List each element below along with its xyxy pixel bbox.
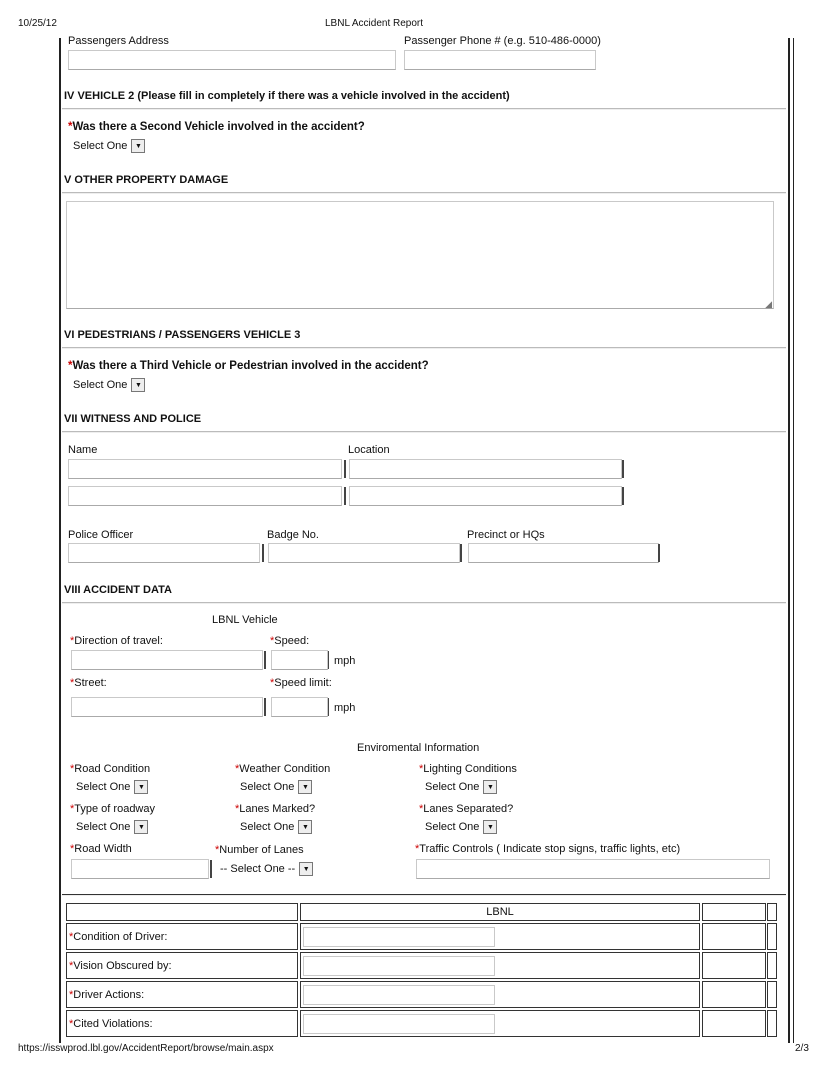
- table-cell-extra: [702, 923, 766, 950]
- separator: [264, 698, 266, 716]
- speed-label: [270, 635, 309, 647]
- required-mark: *: [235, 763, 240, 775]
- lbnl-vehicle-heading: LBNL Vehicle: [212, 614, 278, 626]
- table-cell-lbnl: [300, 923, 700, 950]
- select-value: Select One: [73, 379, 128, 391]
- print-date: 10/25/12: [18, 18, 57, 29]
- separator: [460, 544, 462, 562]
- third-vehicle-select[interactable]: [70, 376, 145, 394]
- separator: [264, 651, 266, 669]
- required-mark: *: [70, 763, 75, 775]
- divider: [62, 347, 786, 349]
- required-mark: *: [69, 931, 74, 943]
- table-row: [66, 981, 298, 1008]
- table-header-blank: [66, 903, 298, 921]
- table-row-label: [69, 1018, 153, 1030]
- table-cell-edge: [767, 923, 777, 950]
- frame-left: [59, 38, 61, 1043]
- table-cell-edge: [767, 1010, 777, 1037]
- table-header-edge: [767, 903, 777, 921]
- third-vehicle-question-text: Was there a Third Vehicle or Pedestrian involved in the accident?: [72, 360, 429, 372]
- lanes-separated-label: [419, 803, 513, 815]
- resize-handle-icon[interactable]: ◢: [765, 299, 772, 309]
- lanes-marked-label: [235, 803, 315, 815]
- divider: [62, 602, 786, 604]
- required-mark: *: [69, 1018, 74, 1030]
- weather-label: [235, 763, 330, 775]
- street-input[interactable]: [71, 697, 263, 717]
- required-mark: *: [69, 989, 74, 1001]
- second-vehicle-question-text: Was there a Second Vehicle involved in the accident?: [72, 121, 365, 133]
- road-condition-label-text: Road Condition: [74, 763, 151, 775]
- lighting-label-text: Lighting Conditions: [423, 763, 517, 775]
- frame-right: [788, 38, 790, 1043]
- table-row-label: [69, 960, 172, 972]
- passenger-phone-input[interactable]: [404, 50, 596, 70]
- table-row-input[interactable]: [303, 1014, 495, 1034]
- precinct-input[interactable]: [468, 543, 659, 563]
- table-cell-lbnl: [300, 1010, 700, 1037]
- table-cell-edge: [767, 952, 777, 979]
- select-value: -- Select One --: [220, 863, 296, 875]
- required-mark: *: [68, 360, 73, 372]
- section-accident-data-title: VIII ACCIDENT DATA: [64, 584, 172, 596]
- chevron-down-icon: ▼: [298, 780, 312, 794]
- required-mark: *: [70, 677, 75, 689]
- table-cell-edge: [767, 981, 777, 1008]
- section-pedestrians-title: VI PEDESTRIANS / PASSENGERS VEHICLE 3: [64, 329, 301, 341]
- required-mark: *: [69, 960, 74, 972]
- divider: [62, 431, 786, 433]
- section-vehicle-2-title: IV VEHICLE 2 (Please fill in completely if there was a vehicle involved in the accident): [64, 90, 510, 102]
- separator: [344, 460, 346, 478]
- section-property-damage-title: V OTHER PROPERTY DAMAGE: [64, 174, 229, 186]
- required-mark: *: [419, 763, 424, 775]
- required-mark: *: [270, 677, 275, 689]
- lanes-separated-select[interactable]: [422, 818, 497, 836]
- lanes-separated-label-text: Lanes Separated?: [423, 803, 514, 815]
- lanes-marked-label-text: Lanes Marked?: [239, 803, 316, 815]
- witness-location-input-2[interactable]: [349, 486, 622, 506]
- passenger-phone-label: Passenger Phone # (e.g. 510-486-0000): [404, 35, 601, 47]
- lighting-select[interactable]: [422, 778, 497, 796]
- witness-name-input-1[interactable]: [68, 459, 342, 479]
- separator: [658, 544, 660, 562]
- divider: [62, 192, 786, 194]
- table-row-input[interactable]: [303, 956, 495, 976]
- third-vehicle-question: [68, 360, 429, 372]
- separator: [262, 544, 264, 562]
- direction-label-text: Direction of travel:: [74, 635, 163, 647]
- chevron-down-icon: ▼: [134, 820, 148, 834]
- passenger-address-label: Passengers Address: [68, 35, 169, 47]
- table-row: [66, 1010, 298, 1037]
- required-mark: *: [235, 803, 240, 815]
- num-lanes-label-text: Number of Lanes: [219, 844, 304, 856]
- speed-label-text: Speed:: [274, 635, 310, 647]
- witness-location-input-1[interactable]: [349, 459, 622, 479]
- direction-label: [70, 635, 163, 647]
- chevron-down-icon: ▼: [299, 862, 313, 876]
- select-value: Select One: [240, 821, 295, 833]
- second-vehicle-question: [68, 121, 365, 133]
- table-cell-extra: [702, 952, 766, 979]
- chevron-down-icon: ▼: [483, 780, 497, 794]
- section-witness-title: VII WITNESS AND POLICE: [64, 413, 202, 425]
- divider: [62, 108, 786, 110]
- separator: [328, 651, 329, 669]
- table-cell-extra: [702, 981, 766, 1008]
- road-width-input[interactable]: [71, 859, 209, 879]
- lighting-label: [419, 763, 517, 775]
- passenger-address-input[interactable]: [68, 50, 396, 70]
- num-lanes-label: [215, 844, 304, 856]
- separator: [328, 698, 329, 716]
- speed-unit: mph: [334, 655, 356, 667]
- traffic-controls-label-text: Traffic Controls ( Indicate stop signs, traffic lights, etc): [419, 843, 681, 855]
- table-row-label-text: Cited Violations:: [73, 1018, 153, 1030]
- lanes-marked-select[interactable]: [237, 818, 312, 836]
- frame-right-outer: [793, 38, 794, 1043]
- traffic-controls-label: [415, 843, 680, 855]
- chevron-down-icon: ▼: [483, 820, 497, 834]
- precinct-label: Precinct or HQs: [467, 529, 545, 541]
- police-officer-label: Police Officer: [68, 529, 134, 541]
- select-value: Select One: [73, 140, 128, 152]
- speed-input[interactable]: [271, 650, 328, 670]
- table-row: [66, 923, 298, 950]
- chevron-down-icon: ▼: [298, 820, 312, 834]
- police-officer-input[interactable]: [68, 543, 260, 563]
- witness-location-label: Location: [348, 444, 390, 456]
- weather-select[interactable]: [237, 778, 312, 796]
- required-mark: *: [215, 844, 220, 856]
- select-value: Select One: [76, 821, 131, 833]
- speed-limit-label-text: Speed limit:: [274, 677, 332, 689]
- required-mark: *: [270, 635, 275, 647]
- road-width-label-text: Road Width: [74, 843, 132, 855]
- table-cell-extra: [702, 1010, 766, 1037]
- required-mark: *: [415, 843, 420, 855]
- environmental-heading: Enviromental Information: [357, 742, 480, 754]
- page-number: 2/3: [795, 1043, 809, 1054]
- num-lanes-select[interactable]: [217, 860, 313, 878]
- road-condition-select[interactable]: [73, 778, 148, 796]
- table-row-label-text: Vision Obscured by:: [73, 960, 172, 972]
- table-row-input[interactable]: [303, 927, 495, 947]
- table-cell-lbnl: [300, 952, 700, 979]
- road-width-label: [70, 843, 132, 855]
- required-mark: *: [68, 121, 73, 133]
- speed-limit-label: [270, 677, 332, 689]
- street-label: [70, 677, 107, 689]
- table-row: [66, 952, 298, 979]
- required-mark: *: [419, 803, 424, 815]
- roadway-select[interactable]: [73, 818, 148, 836]
- required-mark: *: [70, 843, 75, 855]
- separator: [622, 460, 624, 478]
- speed-limit-input[interactable]: [271, 697, 328, 717]
- table-row-label: [69, 931, 167, 943]
- property-damage-textarea[interactable]: [66, 201, 774, 309]
- separator: [622, 487, 624, 505]
- traffic-controls-input[interactable]: [416, 859, 770, 879]
- badge-label: Badge No.: [267, 529, 319, 541]
- select-value: Select One: [425, 821, 480, 833]
- speed-limit-unit: mph: [334, 702, 356, 714]
- witness-name-label: Name: [68, 444, 98, 456]
- table-top-rule: [62, 894, 786, 896]
- lbnl-column-header: LBNL: [486, 906, 514, 918]
- roadway-label: [70, 803, 155, 815]
- print-title: LBNL Accident Report: [325, 18, 424, 29]
- required-mark: *: [70, 635, 75, 647]
- road-condition-label: [70, 763, 150, 775]
- street-label-text: Street:: [74, 677, 107, 689]
- chevron-down-icon: ▼: [131, 378, 145, 392]
- table-row-label-text: Condition of Driver:: [73, 931, 168, 943]
- weather-label-text: Weather Condition: [239, 763, 331, 775]
- print-url: https://isswprod.lbl.gov/AccidentReport/browse/main.aspx: [18, 1043, 274, 1054]
- second-vehicle-select[interactable]: [70, 137, 145, 155]
- badge-input[interactable]: [268, 543, 460, 563]
- chevron-down-icon: ▼: [134, 780, 148, 794]
- direction-input[interactable]: [71, 650, 263, 670]
- select-value: Select One: [76, 781, 131, 793]
- table-row-label: [69, 989, 144, 1001]
- roadway-label-text: Type of roadway: [74, 803, 155, 815]
- separator: [210, 860, 212, 878]
- table-row-label-text: Driver Actions:: [73, 989, 145, 1001]
- table-header-lbnl: [300, 903, 700, 921]
- separator: [344, 487, 346, 505]
- required-mark: *: [70, 803, 75, 815]
- chevron-down-icon: ▼: [131, 139, 145, 153]
- table-header-extra: [702, 903, 766, 921]
- witness-name-input-2[interactable]: [68, 486, 342, 506]
- table-row-input[interactable]: [303, 985, 495, 1005]
- select-value: Select One: [240, 781, 295, 793]
- select-value: Select One: [425, 781, 480, 793]
- table-cell-lbnl: [300, 981, 700, 1008]
